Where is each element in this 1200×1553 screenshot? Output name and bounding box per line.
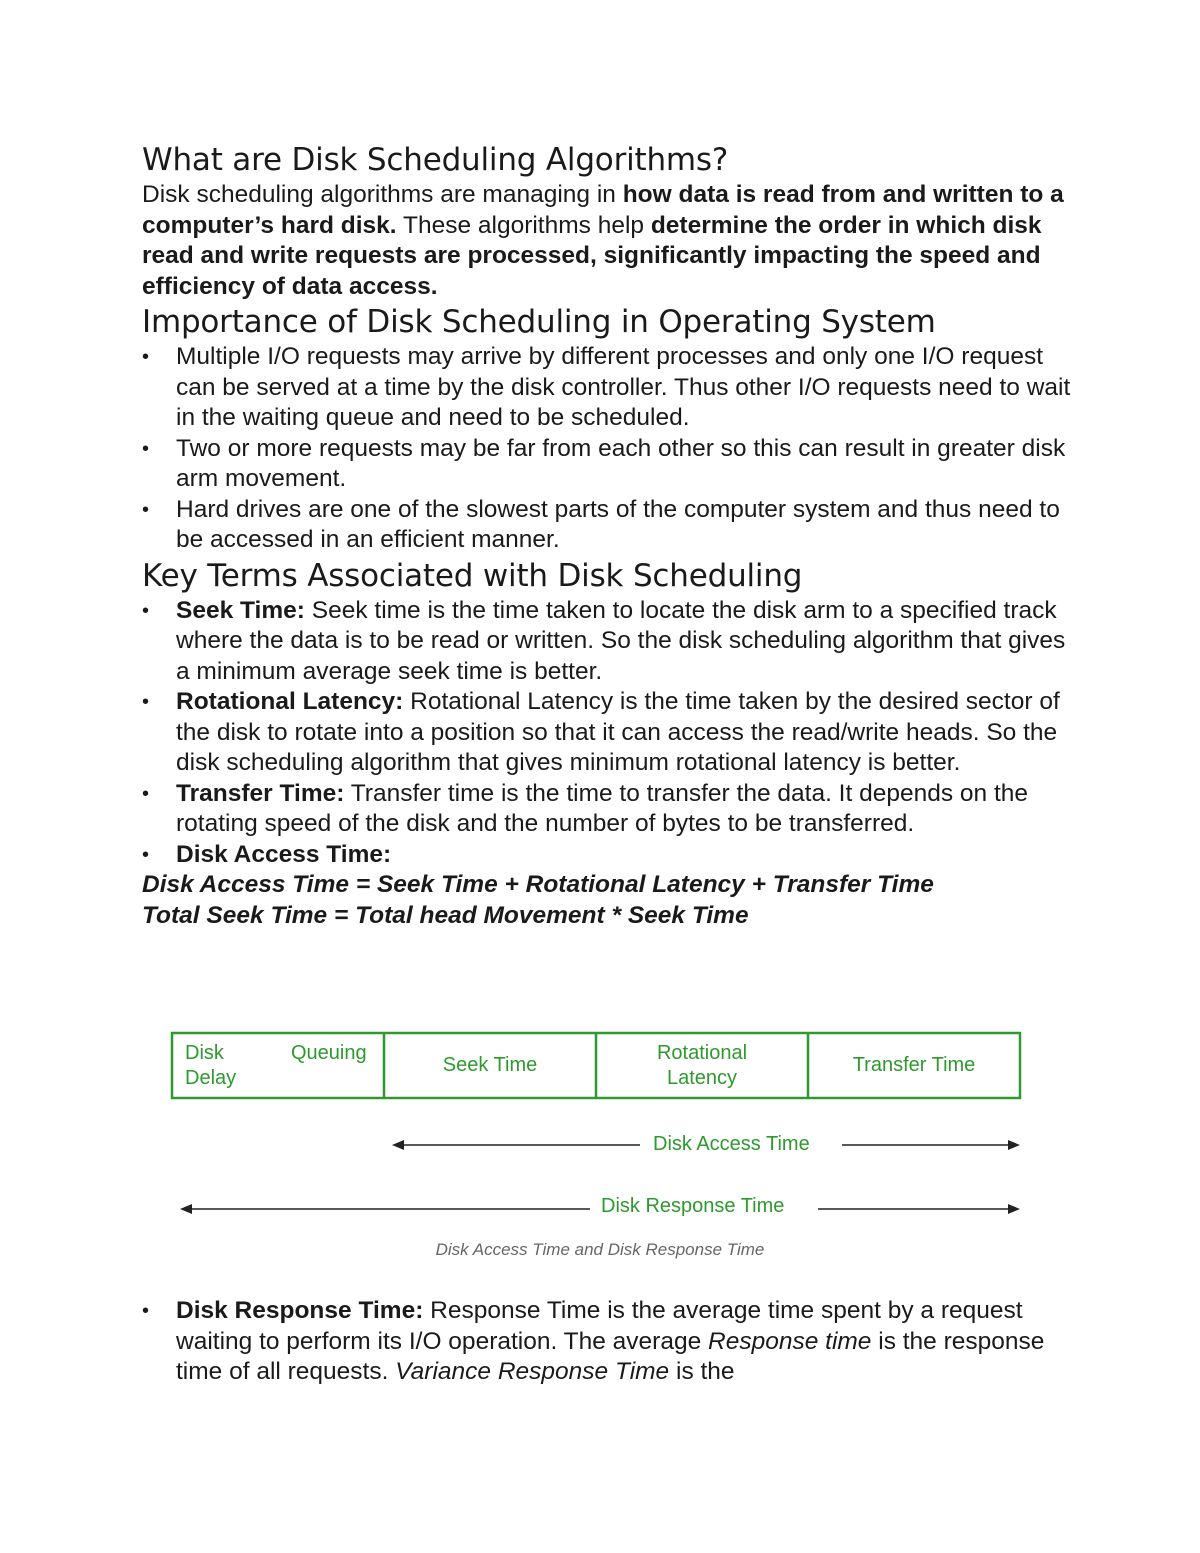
heading-importance: Importance of Disk Scheduling in Operating System (142, 304, 936, 340)
cell-disk-label: Disk (185, 1042, 224, 1064)
formula-disk-access-time: Disk Access Time = Seek Time + Rotational Latency + Transfer Time (142, 871, 934, 898)
label-disk-access-time: Disk Access Time (645, 1133, 818, 1156)
list-item: • Rotational Latency: Rotational Latency is the time taken by the desired sector of the disk to rotate into a position so that it can access the read/write heads. So the disk scheduling algorithm that gives minimum rotational latency is better. (142, 688, 1060, 776)
cell-latency: Latency (666, 1067, 738, 1089)
cell-queuing-label: Queuing (291, 1042, 367, 1064)
bullet-icon: • (142, 843, 150, 866)
diagram-box (172, 1033, 1020, 1098)
figure-caption: Disk Access Time and Disk Response Time (435, 1240, 765, 1259)
list-item: • Two or more requests may be far from each other so this can result in greater disk arm movement. (142, 434, 1066, 492)
heading-disk-scheduling: What are Disk Scheduling Algorithms? (142, 142, 729, 178)
intro-text-1: Disk scheduling algorithms are managing in (142, 181, 623, 208)
response-time-list (142, 1296, 1077, 1388)
list-item: • Seek Time: Seek time is the time taken to locate the disk arm to a specified track where the data is to be read or written. So the disk scheduling algorithm that gives a minimum average seek time is better. (142, 596, 1066, 685)
arrow-left-icon (180, 1204, 192, 1214)
intro-text-2: These algorithms help (396, 211, 651, 239)
formula-total-seek-time: Total Seek Time = Total head Movement * Seek Time (142, 901, 749, 929)
bullet-icon: • (142, 782, 150, 805)
document-content (142, 140, 1077, 931)
arrow-left-icon (392, 1140, 404, 1150)
cell-rotational: Rotational (656, 1042, 748, 1064)
label-disk-response-time: Disk Response Time (593, 1195, 792, 1218)
bullet-icon: • (142, 691, 150, 713)
list-item: • Transfer Time: Transfer time is the time to transfer the data. It depends on the rotating speed of the disk and the number of bytes to be transferred. (142, 779, 1029, 837)
list-item: • Disk Access Time: (142, 840, 1077, 871)
heading-key-terms: Key Terms Associated with Disk Scheduling (142, 557, 803, 594)
bullet-icon: • (142, 498, 150, 521)
arrow-right-icon (1008, 1140, 1020, 1150)
intro-bold-2: determine the order in which disk read and write requests are processed, significantly impacting the speed and efficiency of data access. (142, 211, 1042, 300)
cell-transfer-time: Transfer Time (852, 1054, 976, 1076)
key-terms-list (142, 596, 1077, 871)
list-item: • Hard drives are one of the slowest parts of the computer system and thus need to be accessed in an efficient manner. (142, 495, 1060, 553)
list-item: • Disk Response Time: Response Time is the average time spent by a request waiting to perform its I/O operation. The average Response time is the response time of all requests. Variance Response Time is the (142, 1297, 1045, 1385)
importance-list (142, 342, 1077, 556)
list-item: • Multiple I/O requests may arrive by different processes and only one I/O request can be served at a time by the disk controller. Thus other I/O requests need to wait in the waiting queue and need to be scheduled. (142, 343, 1071, 431)
bullet-icon: • (142, 346, 150, 368)
intro-paragraph (142, 180, 1077, 302)
cell-delay-label: Delay (185, 1067, 237, 1089)
bullet-icon: • (142, 1300, 150, 1322)
intro-bold-1: how data is read from and written to a computer’s hard disk. (142, 181, 1064, 239)
arrow-right-icon (1008, 1204, 1020, 1214)
bullet-icon: • (142, 437, 150, 460)
bullet-icon: • (142, 599, 150, 622)
document-content-continued (142, 1296, 1077, 1388)
cell-seek-time: Seek Time (442, 1054, 538, 1076)
